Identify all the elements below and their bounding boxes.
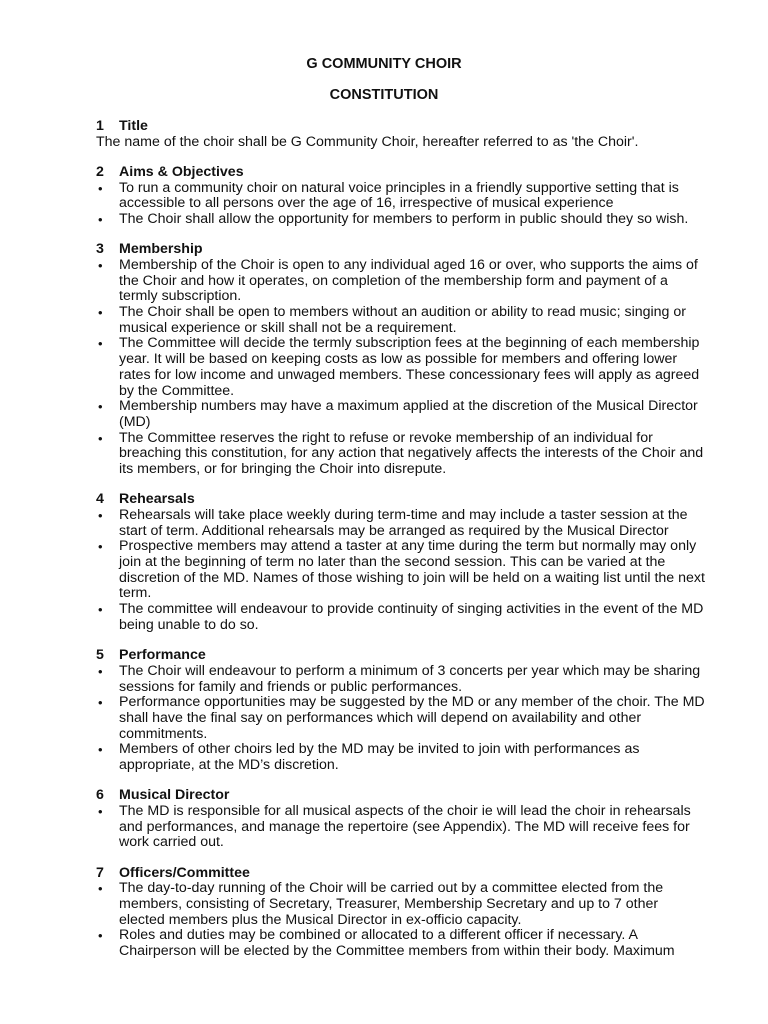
document-title: G COMMUNITY CHOIR xyxy=(306,56,462,72)
bullet-list xyxy=(96,664,706,774)
section-4 xyxy=(96,492,706,633)
bullet-text: The Committee reserves the right to refuse or revoke membership of an individual for breaching this constitution, for any action that negatively affects the interests of the Choir and its members, or for bringing the Choir into disrepute. xyxy=(119,429,704,478)
bullet-icon: • xyxy=(98,430,103,446)
bullet-text: Roles and duties may be combined or allocated to a different officer if necessary. A Chairperson will be elected by the Committee members from within their body. Maximum xyxy=(119,927,675,960)
bullet-list xyxy=(96,881,706,960)
sections-container xyxy=(96,119,706,974)
bullet-text: The Choir shall allow the opportunity for members to perform in public should they so wish. xyxy=(119,211,689,228)
bullet-item xyxy=(96,431,706,478)
section-heading-text: Officers/Committee xyxy=(119,864,250,881)
bullet-item xyxy=(96,742,706,773)
bullet-text: The day-to-day running of the Choir will be carried out by a committee elected from the members, consisting of Secretary, Treasurer, Membership Secretary and up to 7 other elected members plus the Musical Director in ex-officio capacity. xyxy=(119,880,664,928)
section-heading xyxy=(96,788,706,804)
bullet-text: Membership numbers may have a maximum applied at the discretion of the Musical Director (MD) xyxy=(119,398,698,430)
bullet-icon: • xyxy=(98,507,103,523)
section-heading-text: Performance xyxy=(119,647,206,664)
bullet-list xyxy=(96,258,706,478)
bullet-item xyxy=(96,181,706,212)
section-heading xyxy=(96,866,706,882)
section-number: 2 xyxy=(96,163,104,180)
bullet-item xyxy=(96,881,706,928)
bullet-icon: • xyxy=(98,539,103,555)
bullet-text: The Choir will endeavour to perform a minimum of 3 concerts per year which may be sharing sessions for family and friends or public performances. xyxy=(119,662,701,695)
bullet-icon: • xyxy=(98,336,103,352)
section-heading-text: Aims & Objectives xyxy=(119,163,244,180)
bullet-icon: • xyxy=(98,803,103,819)
bullet-text: The Choir shall be open to members without an audition or ability to read music; singing or musical experience or skill shall not be a requirement. xyxy=(119,304,687,336)
section-7 xyxy=(96,866,706,960)
bullet-text: The committee will endeavour to provide continuity of singing activities in the event of the MD being unable to do so. xyxy=(119,601,704,633)
bullet-item xyxy=(96,258,706,305)
bullet-icon: • xyxy=(98,742,103,758)
section-heading xyxy=(96,119,706,135)
bullet-icon: • xyxy=(98,928,103,944)
bullet-list xyxy=(96,508,706,634)
bullet-item xyxy=(96,804,706,851)
section-3 xyxy=(96,242,706,478)
section-number: 4 xyxy=(96,491,104,508)
bullet-item xyxy=(96,664,706,695)
document-subtitle: CONSTITUTION xyxy=(329,87,439,103)
bullet-icon: • xyxy=(98,180,103,196)
section-number: 6 xyxy=(96,787,104,804)
section-heading xyxy=(96,242,706,258)
bullet-text: Rehearsals will take place weekly during term-time and may include a taster session at the start of term. Additional rehearsals may be arranged as required by the Musical Director xyxy=(119,506,688,539)
section-heading xyxy=(96,492,706,508)
section-heading-text: Membership xyxy=(119,241,203,258)
section-heading xyxy=(96,165,706,181)
section-heading-text: Musical Director xyxy=(119,787,230,804)
bullet-item xyxy=(96,508,706,539)
section-1 xyxy=(96,119,706,150)
section-number: 7 xyxy=(96,864,104,881)
bullet-icon: • xyxy=(98,212,103,228)
bullet-item xyxy=(96,305,706,336)
section-heading-text: Title xyxy=(119,118,148,134)
section-2 xyxy=(96,165,706,228)
bullet-item xyxy=(96,399,706,430)
bullet-text: To run a community choir on natural voice principles in a friendly supportive setting that is accessible to all persons over the age of 16, irrespective of musical experience xyxy=(119,179,679,212)
bullet-icon: • xyxy=(98,695,103,711)
bullet-icon: • xyxy=(98,257,103,273)
section-5 xyxy=(96,648,706,774)
bullet-item xyxy=(96,336,706,399)
bullet-item xyxy=(96,212,706,228)
bullet-item xyxy=(96,602,706,633)
bullet-item xyxy=(96,928,706,959)
bullet-text: Prospective members may attend a taster at any time during the term but normally may only join at the beginning of term no later than the second session. This can be varied at the discretion of the MD. Names of those wishing to join will be held on a waiting list until the next term. xyxy=(119,538,705,602)
bullet-list xyxy=(96,804,706,851)
section-paragraph: The name of the choir shall be G Community Choir, hereafter referred to as 'the Choir'. xyxy=(96,133,639,150)
bullet-item xyxy=(96,695,706,742)
bullet-item xyxy=(96,539,706,602)
section-number: 5 xyxy=(96,647,104,664)
bullet-icon: • xyxy=(98,663,103,679)
bullet-text: The MD is responsible for all musical aspects of the choir ie will lead the choir in rehearsals and performances, and manage the repertoire (see Appendix). The MD will receive fees for work carried out. xyxy=(119,802,691,851)
section-6 xyxy=(96,788,706,851)
bullet-icon: • xyxy=(98,881,103,897)
section-number: 3 xyxy=(96,241,104,258)
bullet-list xyxy=(96,181,706,228)
bullet-text: Performance opportunities may be suggested by the MD or any member of the choir. The MD shall have the final say on performances which will depend on availability and other commitments. xyxy=(119,694,705,742)
bullet-icon: • xyxy=(98,602,103,618)
bullet-text: The Committee will decide the termly subscription fees at the beginning of each membership year. It will be based on keeping costs as low as possible for members and offering lower rates for low income and unwaged members. These concessionary fees will apply as agreed by the Committee. xyxy=(119,335,700,399)
bullet-text: Members of other choirs led by the MD may be invited to join with performances as appropriate, at the MD’s discretion. xyxy=(119,741,640,774)
section-number: 1 xyxy=(96,118,104,134)
bullet-text: Membership of the Choir is open to any individual aged 16 or over, who supports the aims of the Choir and how it operates, on completion of the membership form and payment of a termly subscription. xyxy=(119,256,698,305)
section-heading xyxy=(96,648,706,664)
bullet-icon: • xyxy=(98,399,103,415)
bullet-icon: • xyxy=(98,305,103,321)
section-heading-text: Rehearsals xyxy=(119,491,195,508)
